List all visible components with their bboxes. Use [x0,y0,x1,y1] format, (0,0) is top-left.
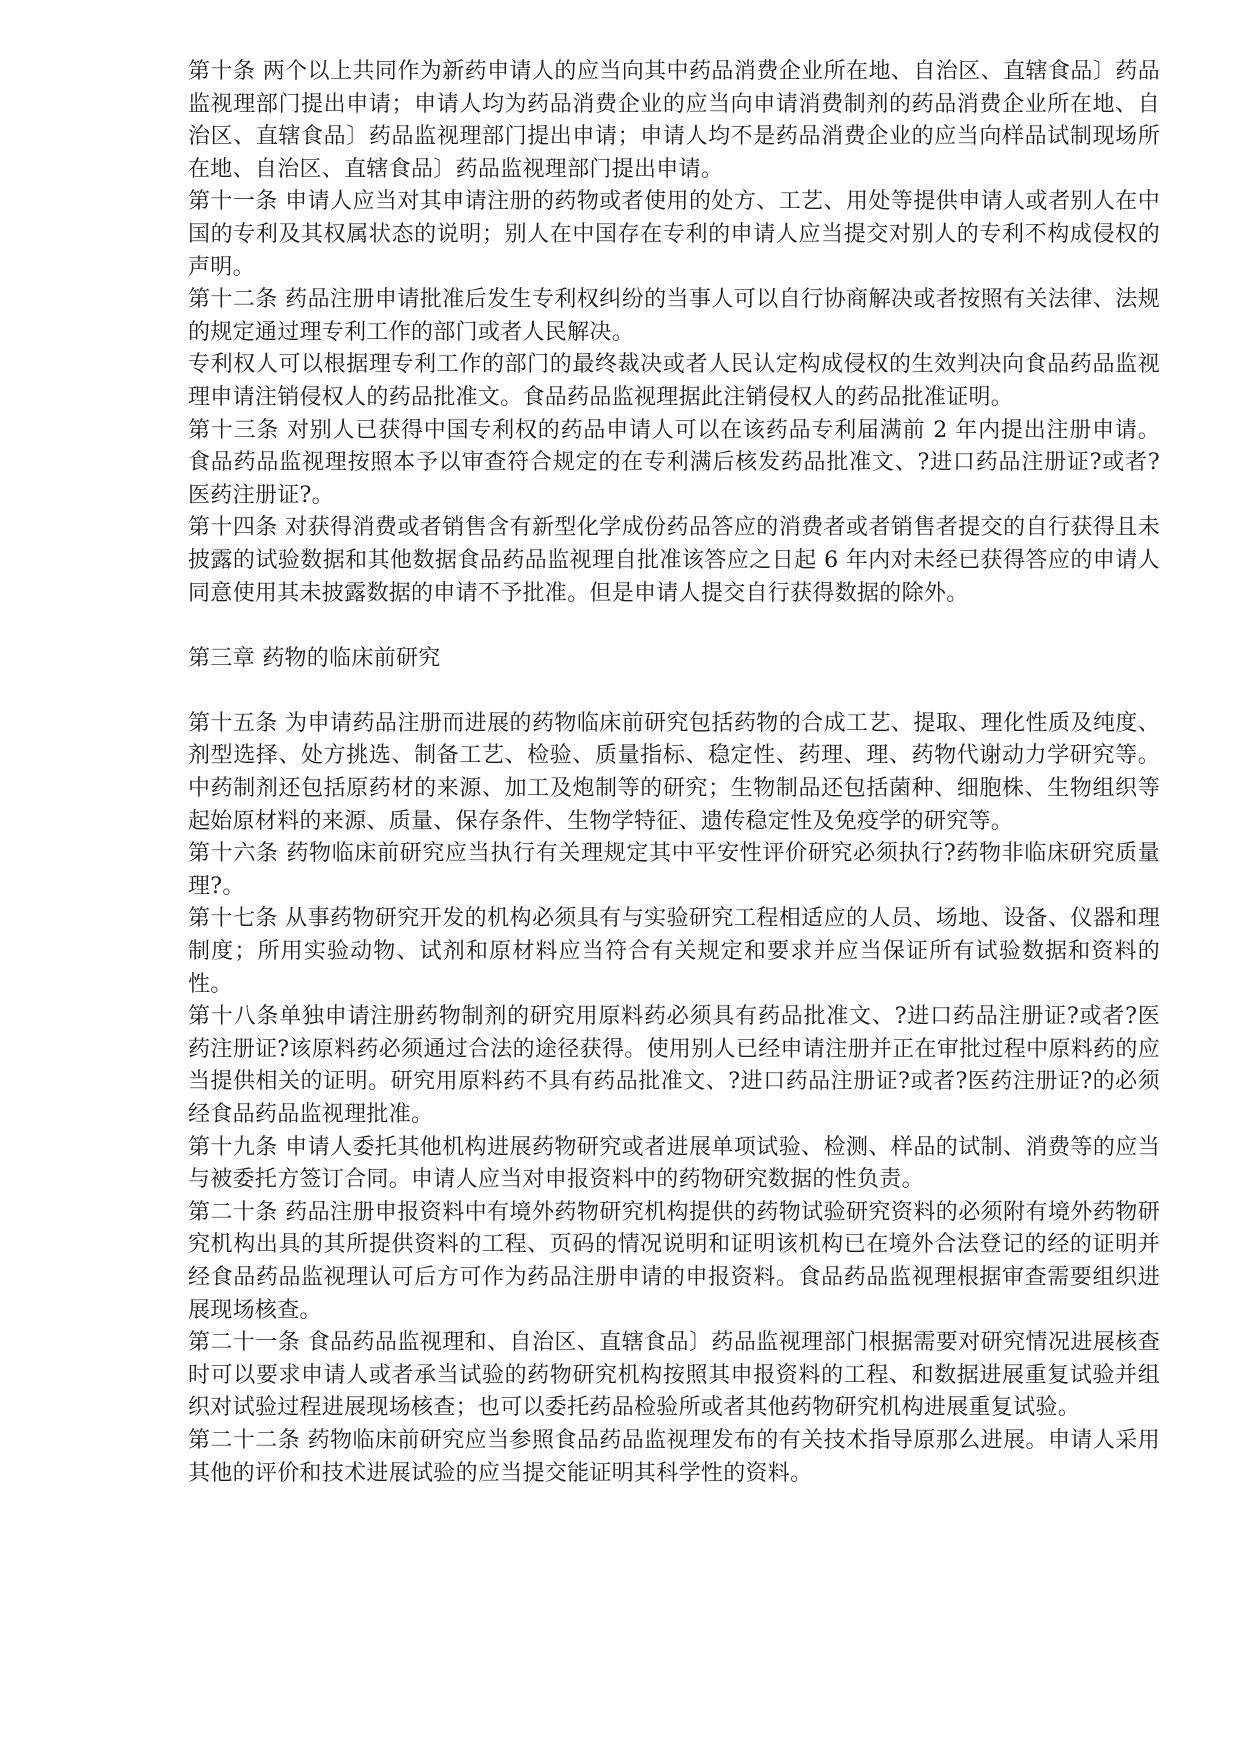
paragraph-patent-holder: 专利权人可以根据理专利工作的部门的最终裁决或者人民认定构成侵权的生效判决向食品药品监视理申请注销侵权人的药品批准文。食品药品监视理据此注销侵权人的药品批准证明。 [188,352,1160,410]
paragraph-article-19: 第十九条 申请人委托其他机构进展药物研究或者进展单项试验、检测、样品的试制、消费等的应当与被委托方签订合同。申请人应当对申报资料中的药物研究数据的性负责。 [188,1134,1160,1193]
spacer [188,610,1160,643]
paragraph-article-20: 第二十条 药品注册申报资料中有境外药物研究机构提供的药物试验研究资料的必须附有境外药物研究机构出具的其所提供资料的工程、页码的情况说明和证明该机构已在境外合法登记的经的证明并经食品药品监视理认可后方可作为药品注册申请的申报资料。食品药品监视理根据审查需要组织进展现场核查。 [188,1199,1160,1323]
chapter-heading: 第三章 药物的临床前研究 [188,645,441,671]
document-page [188,56,1160,1490]
paragraph-article-13: 第十三条 对别人已获得中国专利权的药品申请人可以在该药品专利届满前 2 年内提出注册申请。食品药品监视理按照本予以审查符合规定的在专利满后核发药品批准文、?进口药品注册证?或者?医药注册证?。 [188,417,1160,508]
paragraph-article-18: 第十八条单独申请注册药物制剂的研究用原料药必须具有药品批准文、?进口药品注册证?或者?医药注册证?该原料药必须通过合法的途径获得。使用别人已经申请注册并正在审批过程中原料药的应当提供相关的证明。研究用原料药不具有药品批准文、?进口药品注册证?或者?医药注册证?的必须经食品药品监视理批准。 [188,1004,1160,1127]
paragraph-article-21: 第二十一条 食品药品监视理和、自治区、直辖食品〕药品监视理部门根据需要对研究情况进展核查时可以要求申请人或者承当试验的药物研究机构按照其申报资料的工程、和数据进展重复试验并组织对试验过程进展现场核查；也可以委托药品检验所或者其他药物研究机构进展重复试验。 [188,1330,1160,1421]
paragraph-article-22: 第二十二条 药物临床前研究应当参照食品药品监视理发布的有关技术指导原那么进展。申请人采用其他的评价和技术进展试验的应当提交能证明其科学性的资料。 [188,1427,1160,1486]
paragraph-article-11: 第十一条 申请人应当对其申请注册的药物或者使用的处方、工艺、用处等提供申请人或者别人在中国的专利及其权属状态的说明；别人在中国存在专利的申请人应当提交对别人的专利不构成侵权的声明。 [188,189,1160,280]
paragraph-article-15: 第十五条 为申请药品注册而进展的药物临床前研究包括药物的合成工艺、提取、理化性质及纯度、剂型选择、处方挑选、制备工艺、检验、质量指标、稳定性、药理、理、药物代谢动力学研究等。中药制剂还包括原药材的来源、加工及炮制等的研究；生物制品还包括菌种、细胞株、生物组织等起始原材料的来源、质量、保存条件、生物学特征、遗传稳定性及免疫学的研究等。 [188,710,1160,834]
paragraph-article-14: 第十四条 对获得消费或者销售含有新型化学成份药品答应的消费者或者销售者提交的自行获得且未披露的试验数据和其他数据食品药品监视理自批准该答应之日起 6 年内对未经已获得答应的申请人同意使用其未披露数据的申请不予批准。但是申请人提交自行获得数据的除外。 [188,515,1160,606]
paragraph-article-16: 第十六条 药物临床前研究应当执行有关理规定其中平安性评价研究必须执行?药物非临床研究质量理?。 [188,841,1160,899]
paragraph-article-17: 第十七条 从事药物研究开发的机构必须具有与实验研究工程相适应的人员、场地、设备、仪器和理制度；所用实验动物、试剂和原材料应当符合有关规定和要求并应当保证所有试验数据和资料的性。 [188,906,1160,997]
paragraph-article-12: 第十二条 药品注册申请批准后发生专利权纠纷的当事人可以自行协商解决或者按照有关法律、法规的规定通过理专利工作的部门或者人民解决。 [188,287,1160,345]
paragraph-article-10: 第十条 两个以上共同作为新药申请人的应当向其中药品消费企业所在地、自治区、直辖食品〕药品监视理部门提出申请；申请人均为药品消费企业的应当向申请消费制剂的药品消费企业所在地、自治区、直辖食品〕药品监视理部门提出申请；申请人均不是药品消费企业的应当向样品试制现场所在地、自治区、直辖食品〕药品监视理部门提出申请。 [188,59,1160,182]
spacer [188,675,1160,708]
